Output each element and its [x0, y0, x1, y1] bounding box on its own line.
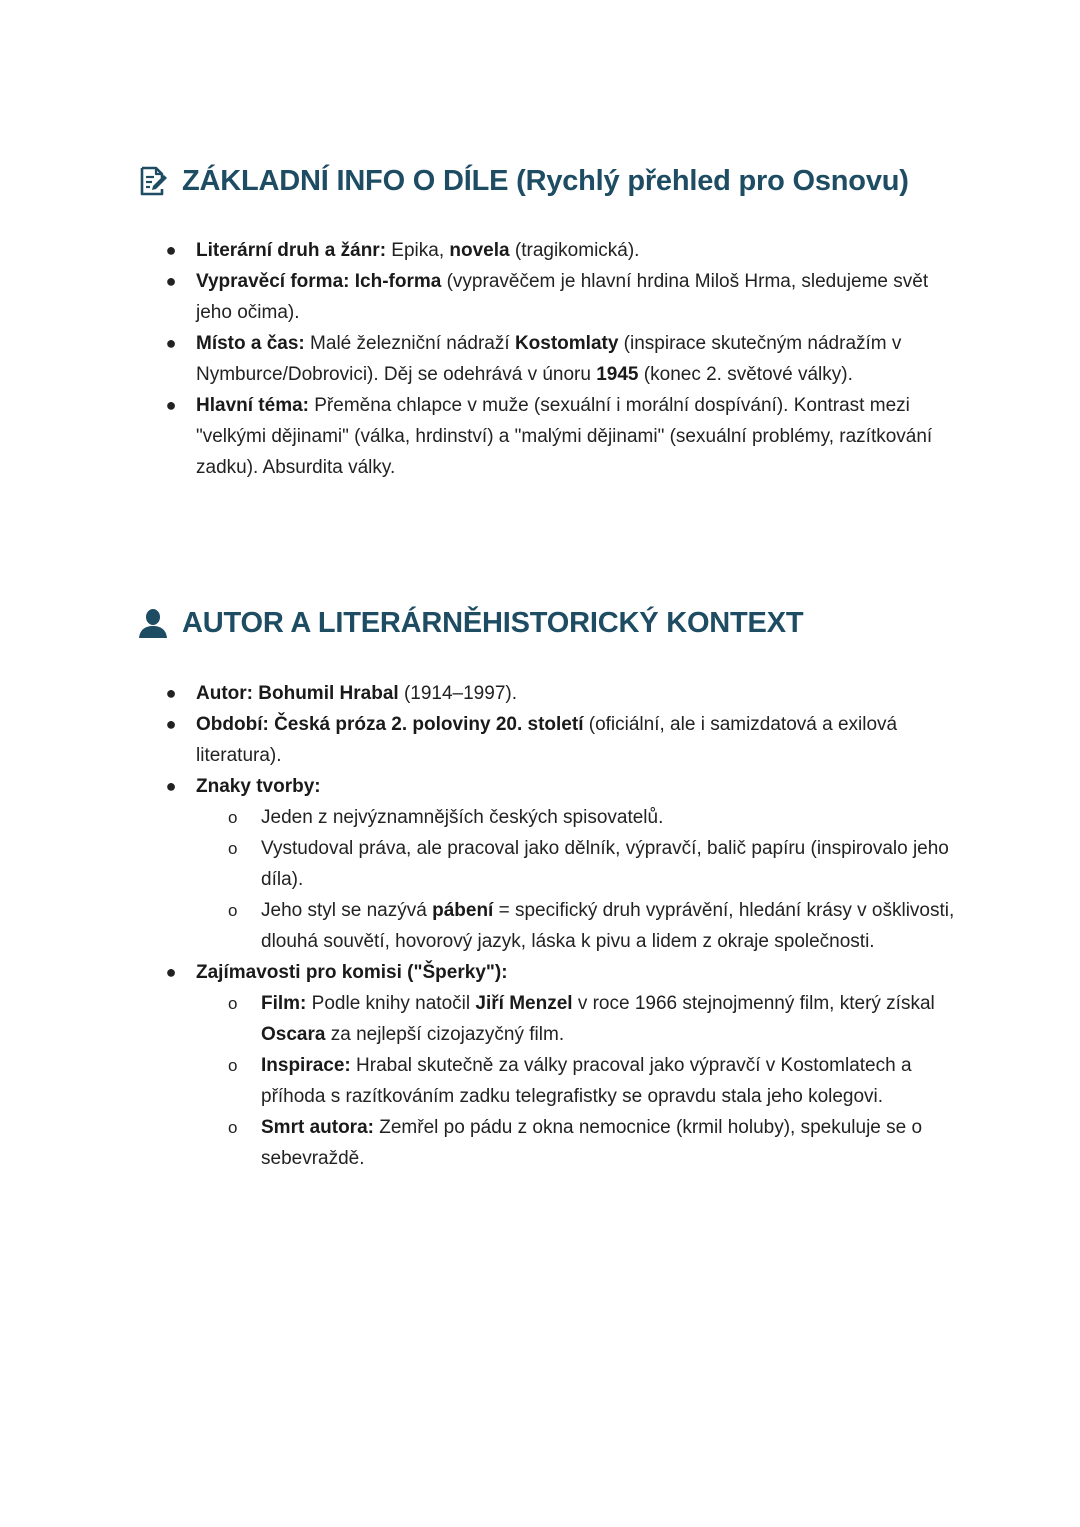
- sub-list-item: [196, 895, 968, 957]
- bold-text: Místo a čas:: [196, 333, 305, 354]
- sub-list-item-text: [261, 993, 935, 1045]
- sub-list-item: [196, 1112, 968, 1174]
- list-item: [0, 235, 1080, 266]
- list-item: [0, 390, 1080, 483]
- sub-list: [196, 988, 960, 1174]
- list-item: [0, 709, 1080, 771]
- sub-list-item-text: [261, 838, 949, 890]
- bullet-icon: ●: [165, 714, 177, 734]
- document-edit-icon: [136, 164, 170, 198]
- text-run: (konec 2. světové války).: [638, 364, 853, 385]
- list-item-text: [196, 333, 901, 385]
- list-item-text: [196, 683, 517, 704]
- text-run: Hrabal skutečně za války pracoval jako výpravčí v Kostomlatech a příhoda s razítkováním zadku telegrafistky se opravdu stala jeho kolegovi.: [261, 1055, 912, 1107]
- bold-text: Oscara: [261, 1024, 326, 1045]
- section1-title: ZÁKLADNÍ INFO O DÍLE (Rychlý přehled pro Osnovu): [182, 164, 909, 197]
- bold-text: Hlavní téma:: [196, 395, 309, 416]
- bold-text: novela: [449, 240, 510, 261]
- text-run: za nejlepší cizojazyčný film.: [325, 1024, 565, 1045]
- list-item-text: [196, 240, 639, 261]
- bullet-icon: ●: [165, 395, 177, 415]
- section1-heading: [136, 164, 909, 198]
- circle-bullet-icon: o: [228, 901, 238, 920]
- bold-text: Vypravěcí forma: Ich-forma: [196, 271, 442, 292]
- list-item: [0, 957, 1080, 1174]
- list-item-text: [196, 395, 932, 478]
- section2-heading: [136, 606, 803, 640]
- list-item: [0, 771, 1080, 957]
- section1-list: [0, 235, 1080, 483]
- bold-text: Inspirace:: [261, 1055, 351, 1076]
- bullet-icon: ●: [165, 333, 177, 353]
- list-item: [0, 678, 1080, 709]
- list-item: [0, 266, 1080, 328]
- section2-title: AUTOR A LITERÁRNĚHISTORICKÝ KONTEXT: [182, 606, 804, 639]
- list-item-text: [196, 271, 928, 323]
- bold-text: Autor: Bohumil Hrabal: [196, 683, 399, 704]
- bullet-icon: ●: [165, 776, 177, 796]
- text-run: Podle knihy natočil: [306, 993, 476, 1014]
- list-item: [0, 328, 1080, 390]
- user-icon: [136, 606, 170, 640]
- bullet-icon: ●: [165, 683, 177, 703]
- text-run: (1914–1997).: [398, 683, 517, 704]
- text-run: = specifický druh vyprávění, hledání krásy v ošklivosti, dlouhá souvětí, hovorový jazyk, láska k pivu a lidem z okraje společnosti.: [261, 900, 955, 952]
- sub-list-item: [196, 802, 968, 833]
- text-run: Epika,: [386, 240, 450, 261]
- circle-bullet-icon: o: [228, 839, 238, 858]
- circle-bullet-icon: o: [228, 994, 238, 1013]
- bold-text: Jiří Menzel: [475, 993, 573, 1014]
- bold-text: Film:: [261, 993, 307, 1014]
- bold-text: 1945: [596, 364, 639, 385]
- sub-list-item-text: [261, 1055, 912, 1107]
- bold-text: pábení: [432, 900, 494, 921]
- list-item-text: [196, 776, 321, 797]
- text-run: Jeho styl se nazývá: [261, 900, 433, 921]
- circle-bullet-icon: o: [228, 1056, 238, 1075]
- list-item-text: [196, 714, 897, 766]
- bold-text: Kostomlaty: [514, 333, 619, 354]
- text-run: Zemřel po pádu z okna nemocnice (krmil holuby), spekuluje se o sebevraždě.: [261, 1117, 923, 1169]
- sub-list: [196, 802, 960, 957]
- bullet-icon: ●: [165, 962, 177, 982]
- circle-bullet-icon: o: [228, 808, 238, 827]
- text-run: v roce 1966 stejnojmenný film, který získal: [572, 993, 935, 1014]
- sub-list-item-text: [261, 1117, 922, 1169]
- sub-list-item-text: [261, 900, 954, 952]
- bold-text: Zajímavosti pro komisi ("Šperky"):: [196, 962, 508, 983]
- bold-text: Znaky tvorby:: [196, 776, 321, 797]
- sub-list-item: [196, 1050, 968, 1112]
- section2-list: [0, 678, 1080, 1174]
- sub-list-item: [196, 988, 968, 1050]
- bullet-icon: ●: [165, 271, 177, 291]
- sub-list-item-text: [261, 807, 663, 828]
- text-run: (tragikomická).: [509, 240, 640, 261]
- bold-text: Smrt autora:: [261, 1117, 374, 1138]
- text-run: Malé železniční nádraží: [304, 333, 515, 354]
- text-run: Jeden z nejvýznamnějších českých spisovatelů.: [261, 807, 664, 828]
- text-run: (inspirace skutečným nádražím v Nymburce/Dobrovici). Děj se odehrává v únoru: [196, 333, 902, 385]
- text-run: Přeměna chlapce v muže (sexuální i morální dospívání). Kontrast mezi "velkými dějinami" (válka, hrdinství) a "malými dějinami" (sexuální problémy, razítkování zadku). Absurdita války.: [196, 395, 933, 478]
- circle-bullet-icon: o: [228, 1118, 238, 1137]
- sub-list-item: [196, 833, 968, 895]
- text-run: Vystudoval práva, ale pracoval jako dělník, výpravčí, balič papíru (inspirovalo jeho díla).: [261, 838, 949, 890]
- text-run: (oficiální, ale i samizdatová a exilová literatura).: [196, 714, 898, 766]
- list-item-text: [196, 962, 508, 983]
- text-run: (vypravěčem je hlavní hrdina Miloš Hrma, sledujeme svět jeho očima).: [196, 271, 929, 323]
- bold-text: Literární druh a žánr:: [196, 240, 387, 261]
- bullet-icon: ●: [165, 240, 177, 260]
- bold-text: Období: Česká próza 2. poloviny 20. století: [196, 714, 584, 735]
